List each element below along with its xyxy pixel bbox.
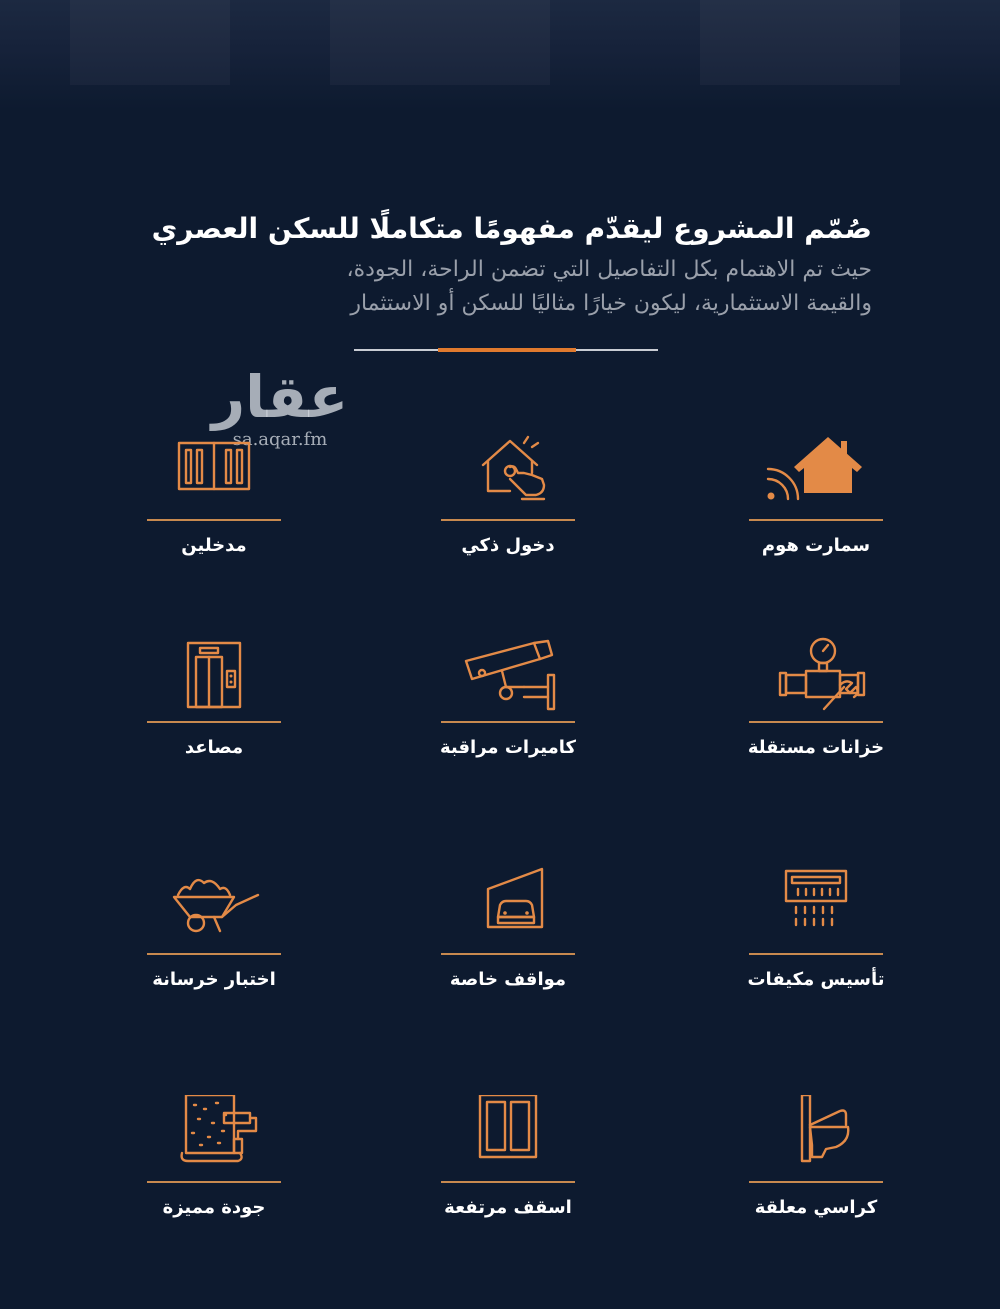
intro-line-1: حيث تم الاهتمام بكل التفاصيل التي تضمن الراحة، الجودة، bbox=[346, 257, 872, 282]
feature-label: كراسي معلقة bbox=[754, 1197, 878, 1218]
feature-label: جودة مميزة bbox=[162, 1197, 266, 1218]
watermark-logo: عقار bbox=[211, 363, 349, 431]
feature-label: كاميرات مراقبة bbox=[439, 737, 576, 758]
intro-line-2: والقيمة الاستثمارية، ليكون خيارًا مثاليًا للسكن أو الاستثمار bbox=[350, 291, 872, 316]
divider-accent bbox=[438, 348, 576, 352]
feature-label: تأسيس مكيفات bbox=[747, 969, 885, 990]
feature-label: مدخلين bbox=[181, 535, 247, 556]
window-icon bbox=[458, 1095, 558, 1175]
wheelbarrow-icon bbox=[164, 867, 264, 947]
feature-label: دخول ذكي bbox=[461, 535, 555, 556]
wall-hung-toilet-icon bbox=[766, 1095, 866, 1175]
page-headline: صُمّم المشروع ليقدّم مفهومًا متكاملًا للسكن العصري bbox=[151, 212, 872, 245]
feature-label: اختبار خرسانة bbox=[152, 969, 276, 990]
feature-rule bbox=[441, 721, 575, 723]
feature-rule bbox=[147, 519, 281, 521]
feature-rule bbox=[441, 519, 575, 521]
water-meter-icon bbox=[766, 635, 866, 715]
smart-entry-icon bbox=[458, 433, 558, 513]
smart-home-icon bbox=[766, 433, 866, 513]
feature-label: سمارت هوم bbox=[761, 535, 871, 556]
double-door-icon bbox=[164, 433, 264, 513]
feature-label: مصاعد bbox=[184, 737, 244, 758]
top-photo-strip bbox=[0, 0, 1000, 110]
garage-icon bbox=[458, 867, 558, 947]
feature-rule bbox=[749, 953, 883, 955]
elevator-icon bbox=[164, 635, 264, 715]
air-conditioner-icon bbox=[766, 867, 866, 947]
security-camera-icon bbox=[458, 635, 558, 715]
feature-rule bbox=[147, 953, 281, 955]
watermark-url: sa.aqar.fm bbox=[232, 429, 328, 450]
header-divider bbox=[354, 349, 658, 351]
feature-label: خزانات مستقلة bbox=[747, 737, 885, 758]
feature-rule bbox=[441, 953, 575, 955]
feature-label: اسقف مرتفعة bbox=[444, 1197, 572, 1218]
wallpaper-roller-icon bbox=[164, 1095, 264, 1175]
feature-rule bbox=[749, 519, 883, 521]
feature-rule bbox=[749, 721, 883, 723]
feature-rule bbox=[147, 1181, 281, 1183]
feature-rule bbox=[441, 1181, 575, 1183]
feature-rule bbox=[147, 721, 281, 723]
feature-label: مواقف خاصة bbox=[449, 969, 567, 990]
feature-rule bbox=[749, 1181, 883, 1183]
intro-header bbox=[128, 205, 872, 321]
